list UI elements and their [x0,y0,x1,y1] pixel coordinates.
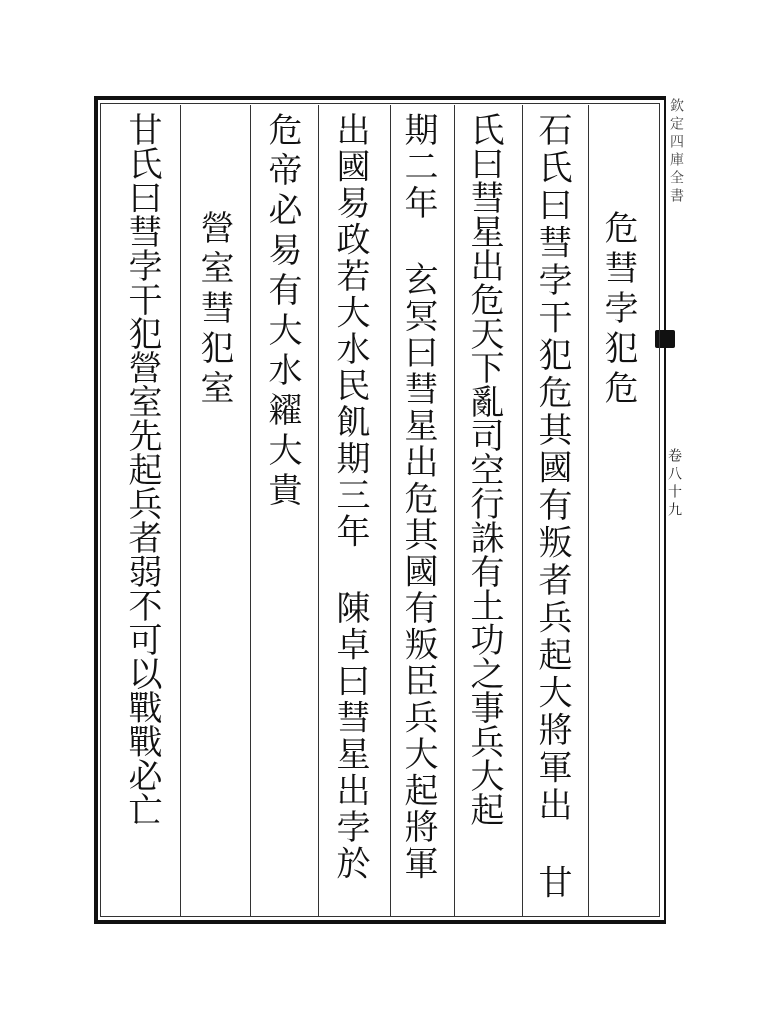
column-text: 甘氏曰彗孛干犯營室先起兵者弱不可以戰戰必亡 [122,112,162,826]
column-rule [390,105,391,916]
column-text: 陳卓曰彗星出孛於 [330,590,370,882]
inner-border [100,103,660,917]
heading-column [598,210,638,410]
margin-header: 欽定四庫全書 [668,98,684,206]
text-column [122,112,162,826]
column-text: 石氏曰彗孛干犯危其國有叛者兵起大將軍出 [532,112,572,825]
heading-text: 營室彗犯室 [194,210,234,410]
heading-text: 危彗孛犯危 [598,210,638,410]
column-rule [318,105,319,916]
column-text: 氏曰彗星出危天下亂司空行誅有土功之事兵大起 [464,112,504,826]
text-column [398,112,438,882]
column-text: 甘 [532,864,572,902]
column-text: 期二年 [398,112,438,222]
column-rule [522,105,523,916]
text-column [262,112,302,512]
column-rule [180,105,181,916]
text-column [464,112,504,826]
column-text: 危帝必易有大水糴大貴 [262,112,302,512]
column-rule [454,105,455,916]
column-rule [250,105,251,916]
column-rule [588,105,589,916]
column-text: 出國易政若大水民飢期三年 [330,112,370,550]
heading-column [194,210,234,410]
text-column [330,112,370,882]
folio-label: 卷八十九 [666,448,682,520]
column-text: 玄冥曰彗星出危其國有叛臣兵大起將軍 [398,261,438,882]
text-column [532,112,572,902]
